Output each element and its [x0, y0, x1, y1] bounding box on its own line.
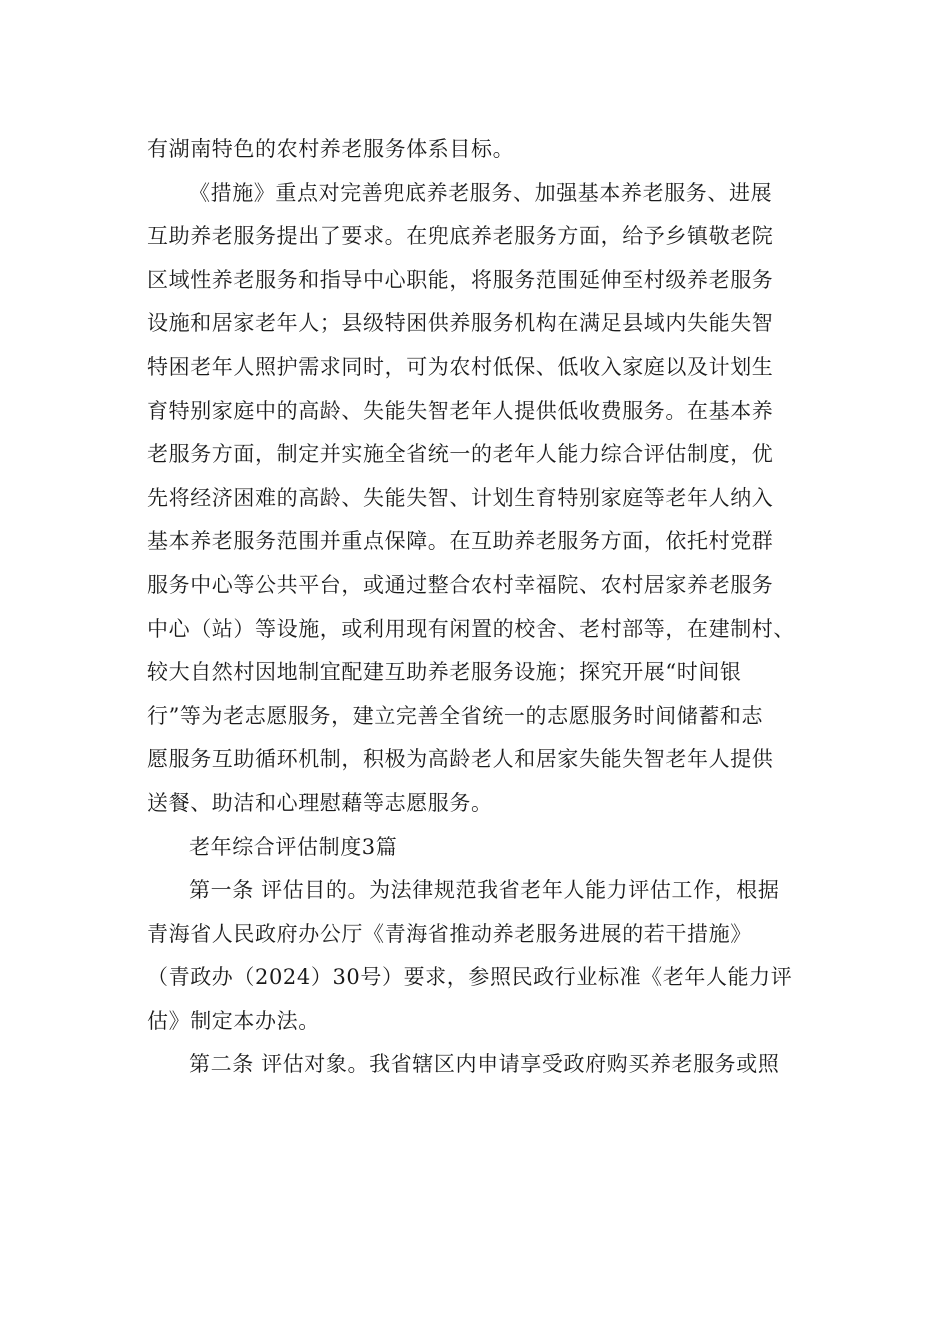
article-first-line: 第一条 评估目的。为法律规范我省老年人能力评估工作，根据	[189, 878, 780, 903]
text-line: 青海省人民政府办公厅《青海省推动养老服务进展的若干措施》	[147, 921, 752, 946]
text-line: 特困老年人照护需求同时，可为农村低保、低收入家庭以及计划生	[147, 354, 774, 379]
document-body	[147, 128, 811, 1087]
text-line: 中心（站）等设施，或利用现有闲置的校舍、老村部等，在建制村、	[147, 616, 795, 641]
text-line: 区域性养老服务和指导中心职能，将服务范围延伸至村级养老服务	[147, 267, 774, 292]
text-line: 先将经济困难的高龄、失能失智、计划生育特别家庭等老年人纳入	[147, 485, 774, 510]
text-line: 行”等为老志愿服务，建立完善全省统一的志愿服务时间储蓄和志	[147, 703, 764, 728]
text-line: 服务中心等公共平台，或通过整合农村幸福院、农村居家养老服务	[147, 572, 774, 597]
text-line: 较大自然村因地制宜配建互助养老服务设施；探究开展“时间银	[147, 660, 742, 685]
text-line: 估》制定本办法。	[147, 1008, 320, 1033]
text-line: 送餐、助洁和心理慰藉等志愿服务。	[147, 790, 493, 815]
text-line: 育特别家庭中的高龄、失能失智老年人提供低收费服务。在基本养	[147, 398, 774, 423]
paragraph-start-line: 《措施》重点对完善兜底养老服务、加强基本养老服务、进展	[189, 180, 773, 205]
section-heading: 老年综合评估制度3篇	[189, 834, 398, 859]
text-line: 互助养老服务提出了要求。在兜底养老服务方面，给予乡镇敬老院	[147, 224, 774, 249]
text-line: （青政办（2024）30号）要求，参照民政行业标准《老年人能力评	[147, 965, 793, 990]
text-line: 愿服务互助循环机制，积极为高龄老人和居家失能失智老年人提供	[147, 747, 774, 772]
text-line: 基本养老服务范围并重点保障。在互助养老服务方面，依托村党群	[147, 529, 774, 554]
text-line: 老服务方面，制定并实施全省统一的老年人能力综合评估制度，优	[147, 442, 774, 467]
article-second-line: 第二条 评估对象。我省辖区内申请享受政府购买养老服务或照	[189, 1052, 780, 1077]
text-line: 设施和居家老年人；县级特困供养服务机构在满足县域内失能失智	[147, 311, 774, 336]
text-line: 有湖南特色的农村养老服务体系目标。	[147, 137, 515, 161]
